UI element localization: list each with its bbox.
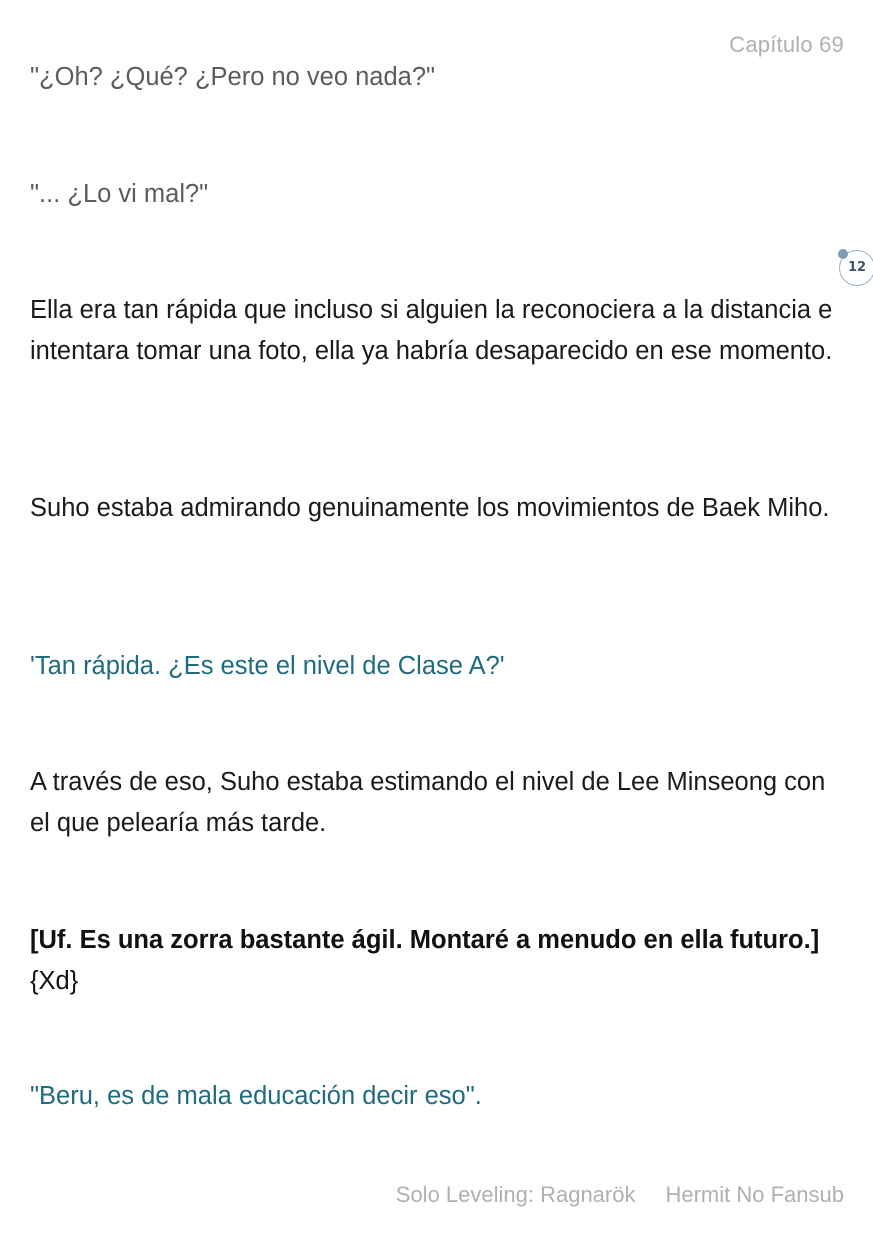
comment-count-badge[interactable] <box>839 250 873 286</box>
paragraph-dialogue-3: "Beru, es de mala educación decir eso". <box>30 1082 482 1110</box>
page-footer <box>396 1182 844 1208</box>
chapter-label: Capítulo 69 <box>729 32 844 57</box>
paragraph-thought: 'Tan rápida. ¿Es este el nivel de Clase A?' <box>30 652 505 680</box>
paragraph-system-message <box>30 920 845 1002</box>
system-message-text: [Uf. Es una zorra bastante ágil. Montaré a menudo en ella futuro.] <box>30 926 820 954</box>
paragraph-dialogue-2: "... ¿Lo vi mal?" <box>30 180 209 208</box>
comment-count: 12 <box>847 260 867 275</box>
paragraph-narration-3: A través de eso, Suho estaba estimando el nivel de Lee Minseong con el que pelearía más tarde. <box>30 768 826 837</box>
translator-note: {Xd} <box>30 967 79 995</box>
indicator-dot-icon <box>838 249 848 259</box>
footer-group-name: Hermit No Fansub <box>665 1182 844 1207</box>
paragraph-narration-1: Ella era tan rápida que incluso si alguien la reconociera a la distancia e intentara tomar una foto, ella ya habría desaparecido en ese momento. <box>30 296 833 365</box>
paragraph-narration-2: Suho estaba admirando genuinamente los movimientos de Baek Miho. <box>30 494 830 522</box>
paragraph-dialogue-1: "¿Oh? ¿Qué? ¿Pero no veo nada?" <box>30 63 436 91</box>
footer-novel-title: Solo Leveling: Ragnarök <box>395 1182 636 1207</box>
